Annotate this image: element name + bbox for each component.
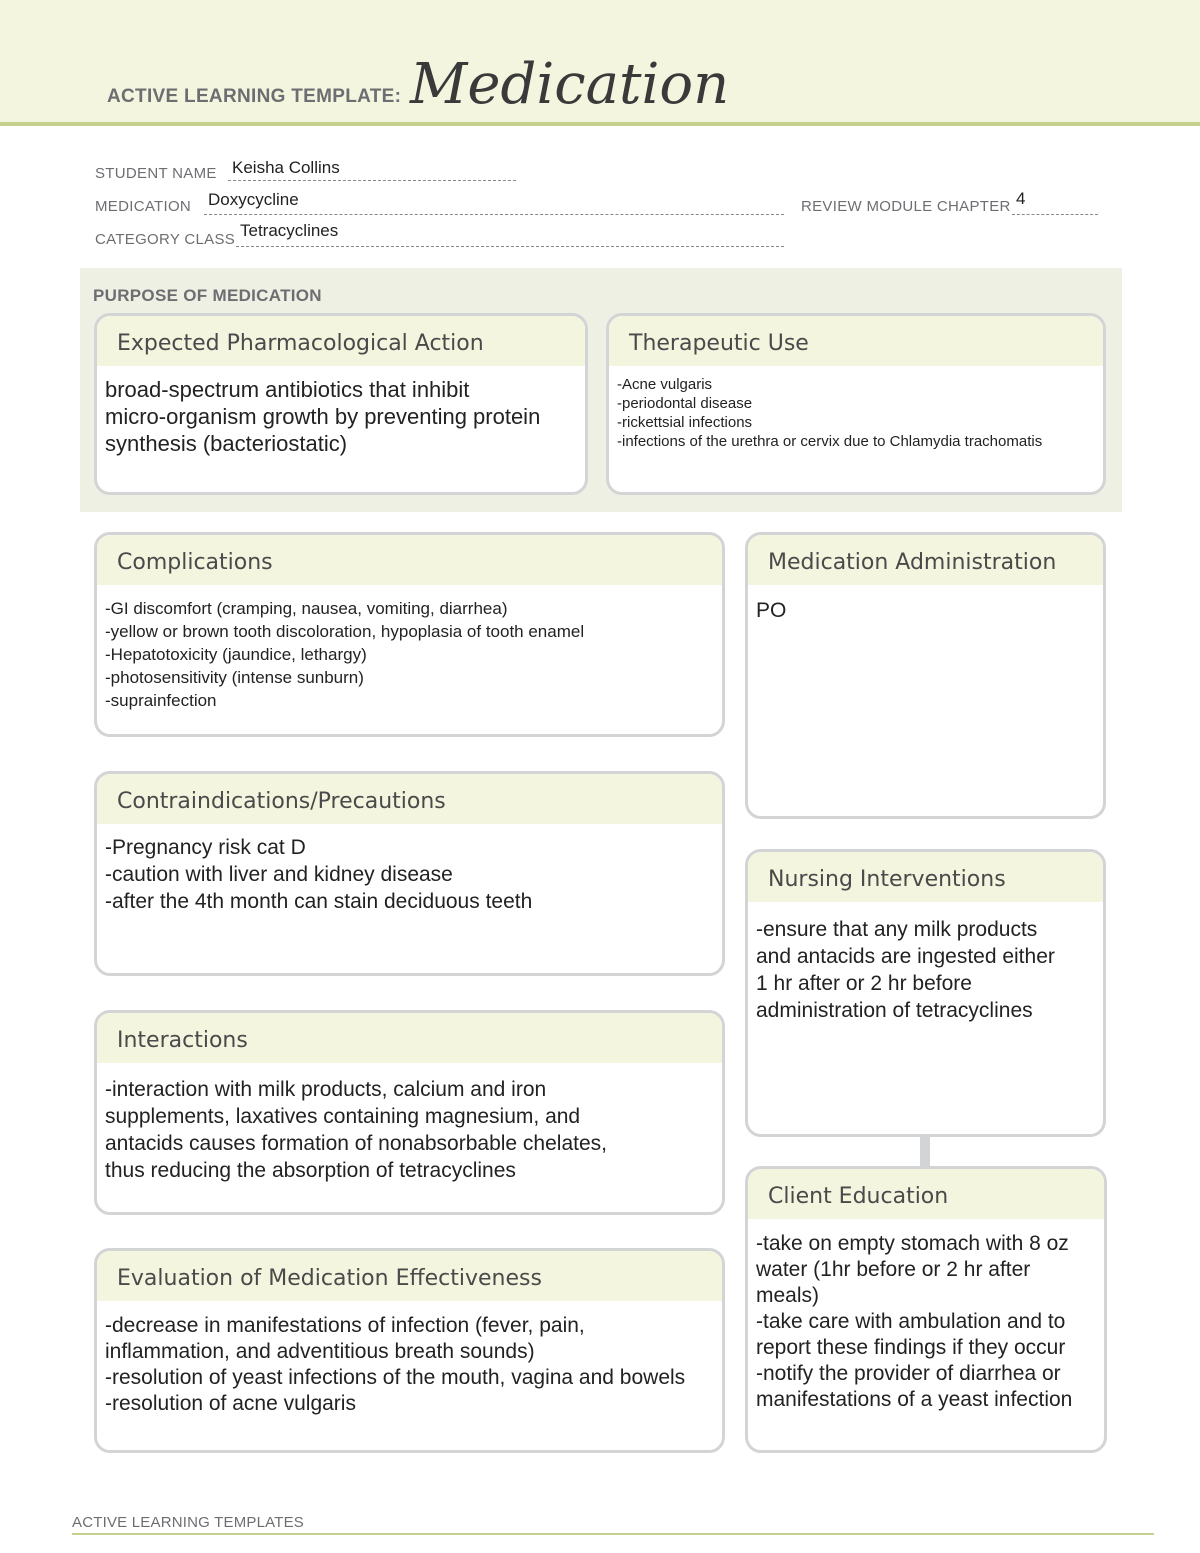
- text-line: -suprainfection: [105, 691, 217, 710]
- page-title: Medication: [410, 52, 730, 117]
- complications-card: [94, 532, 725, 737]
- text-line: -resolution of acne vulgaris: [105, 1392, 356, 1415]
- footer-rule: [72, 1533, 1154, 1535]
- therapeutic-use-body[interactable]: [609, 366, 1103, 451]
- template-label: ACTIVE LEARNING TEMPLATE:: [107, 86, 402, 107]
- text-line: -photosensitivity (intense sunburn): [105, 668, 364, 687]
- text-line: -Acne vulgaris: [617, 376, 713, 393]
- evaluation-card: [94, 1248, 725, 1453]
- client-education-body[interactable]: [748, 1219, 1104, 1413]
- text-line: and antacids are ingested either: [756, 945, 1055, 968]
- nursing-interventions-body[interactable]: [748, 902, 1103, 1024]
- text-line: -ensure that any milk products: [756, 918, 1038, 941]
- expected-action-card: [94, 313, 588, 495]
- contraindications-body[interactable]: [97, 824, 722, 915]
- administration-title: Medication Administration: [748, 535, 1103, 585]
- contraindications-title: Contraindications/Precautions: [97, 774, 722, 824]
- text-line: -Hepatotoxicity (jaundice, lethargy): [105, 645, 367, 664]
- text-line: manifestations of a yeast infection: [756, 1388, 1073, 1411]
- category-class-label: CATEGORY CLASS: [95, 231, 236, 248]
- expected-action-title: Expected Pharmacological Action: [97, 316, 585, 366]
- review-module-label: REVIEW MODULE CHAPTER: [801, 198, 1011, 215]
- text-line: thus reducing the absorption of tetracyclines: [105, 1159, 516, 1182]
- text-line: report these findings if they occur: [756, 1336, 1066, 1359]
- evaluation-title: Evaluation of Medication Effectiveness: [97, 1251, 722, 1301]
- interactions-card: [94, 1010, 725, 1215]
- medication-label: MEDICATION: [95, 198, 192, 215]
- text-line: -notify the provider of diarrhea or: [756, 1362, 1061, 1385]
- therapeutic-use-card: [606, 313, 1106, 495]
- text-line: -after the 4th month can stain deciduous teeth: [105, 890, 533, 913]
- text-line: synthesis (bacteriostatic): [105, 431, 348, 456]
- text-line: administration of tetracyclines: [756, 999, 1033, 1022]
- text-line: water (1hr before or 2 hr after: [756, 1258, 1031, 1281]
- text-line: antacids causes formation of nonabsorbable chelates,: [105, 1132, 607, 1155]
- text-line: -Pregnancy risk cat D: [105, 836, 306, 859]
- client-education-card: [745, 1166, 1107, 1453]
- nursing-interventions-title: Nursing Interventions: [748, 852, 1103, 902]
- footer-text: ACTIVE LEARNING TEMPLATES: [72, 1514, 304, 1531]
- category-class-field[interactable]: Tetracyclines: [240, 221, 339, 240]
- text-line: broad-spectrum antibiotics that inhibit: [105, 377, 470, 402]
- text-line: -decrease in manifestations of infection (fever, pain,: [105, 1314, 585, 1337]
- text-line: 1 hr after or 2 hr before: [756, 972, 972, 995]
- text-line: -periodontal disease: [617, 395, 753, 412]
- text-line: -caution with liver and kidney disease: [105, 863, 453, 886]
- medication-field[interactable]: Doxycycline: [208, 190, 299, 209]
- header-rule: [0, 122, 1200, 126]
- nursing-interventions-card: [745, 849, 1106, 1137]
- text-line: -take on empty stomach with 8 oz: [756, 1232, 1069, 1255]
- therapeutic-use-title: Therapeutic Use: [609, 316, 1103, 366]
- text-line: -rickettsial infections: [617, 414, 753, 431]
- text-line: -infections of the urethra or cervix due to Chlamydia trachomatis: [617, 433, 1043, 450]
- purpose-heading: PURPOSE OF MEDICATION: [93, 286, 322, 305]
- text-line: micro-organism growth by preventing protein: [105, 404, 541, 429]
- complications-body[interactable]: [97, 585, 722, 712]
- text-line: inflammation, and adventitious breath sounds): [105, 1340, 535, 1363]
- text-line: -take care with ambulation and to: [756, 1310, 1066, 1333]
- text-line: supplements, laxatives containing magnesium, and: [105, 1105, 581, 1128]
- student-name-field[interactable]: Keisha Collins: [232, 158, 340, 177]
- administration-card: [745, 532, 1106, 819]
- text-line: PO: [756, 599, 787, 622]
- client-education-title: Client Education: [748, 1169, 1104, 1219]
- text-line: -GI discomfort (cramping, nausea, vomiting, diarrhea): [105, 599, 508, 618]
- complications-title: Complications: [97, 535, 722, 585]
- interactions-body[interactable]: [97, 1063, 722, 1184]
- review-module-field[interactable]: 4: [1016, 189, 1026, 208]
- card-connector: [920, 1135, 930, 1167]
- text-line: -yellow or brown tooth discoloration, hypoplasia of tooth enamel: [105, 622, 585, 641]
- administration-body[interactable]: [748, 585, 1103, 624]
- contraindications-card: [94, 771, 725, 976]
- expected-action-body[interactable]: [97, 366, 585, 457]
- text-line: -interaction with milk products, calcium and iron: [105, 1078, 547, 1101]
- evaluation-body[interactable]: [97, 1301, 722, 1417]
- text-line: -resolution of yeast infections of the mouth, vagina and bowels: [105, 1366, 686, 1389]
- text-line: meals): [756, 1284, 820, 1307]
- interactions-title: Interactions: [97, 1013, 722, 1063]
- student-name-label: STUDENT NAME: [95, 165, 217, 182]
